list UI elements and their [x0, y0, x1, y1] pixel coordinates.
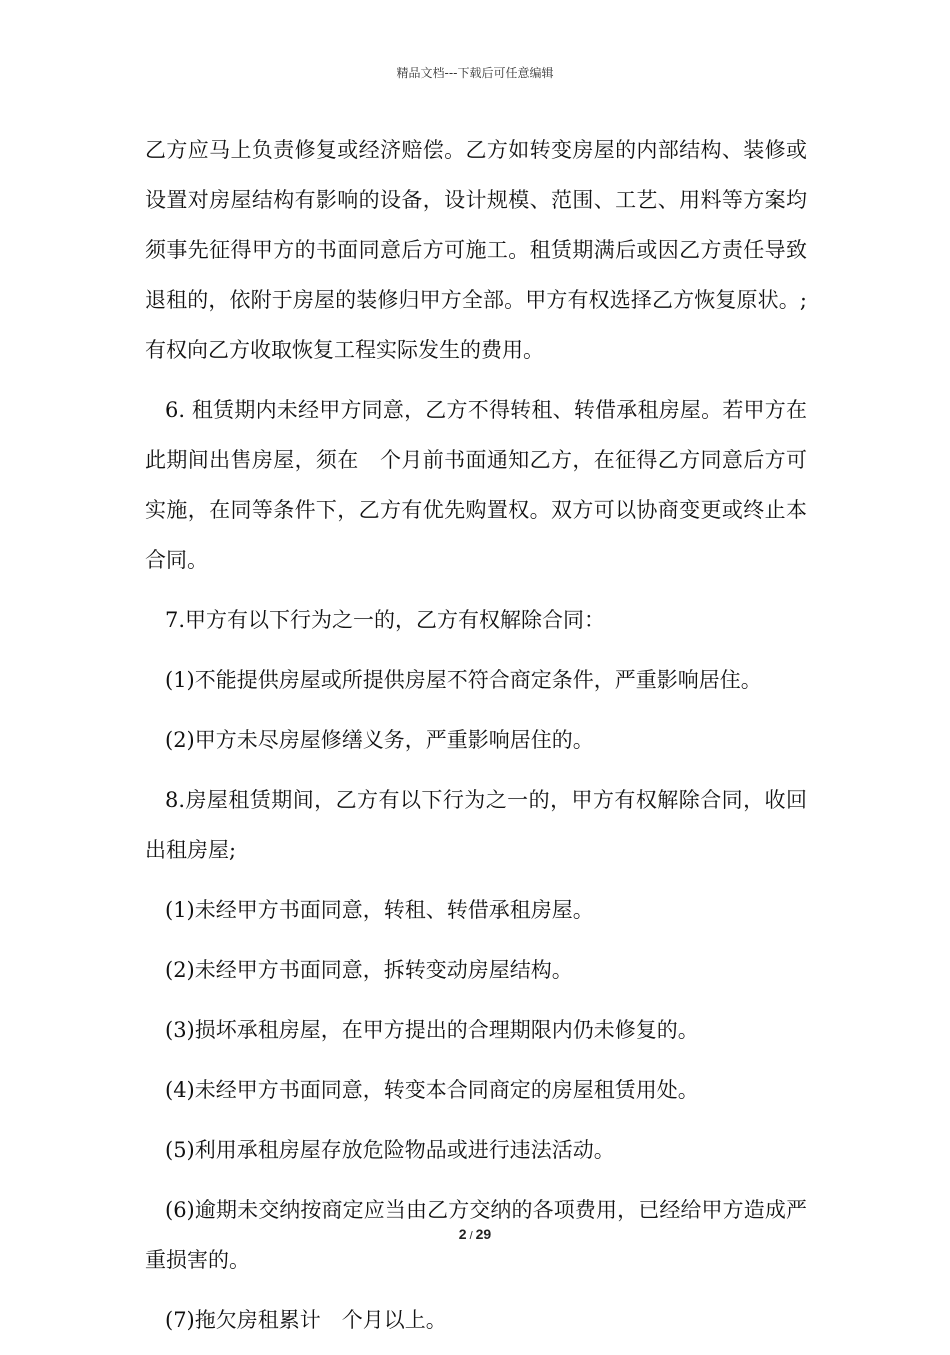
- paragraph-clause-7-item-2: (2)甲方未尽房屋修缮义务，严重影响居住的。: [165, 728, 594, 752]
- page-separator: /: [469, 1230, 473, 1242]
- paragraph-clause-8-item-5: (5)利用承租房屋存放危险物品或进行违法活动。: [165, 1138, 615, 1162]
- paragraph-clause-7-item-1: (1)不能提供房屋或所提供房屋不符合商定条件，严重影响居住。: [165, 668, 762, 692]
- paragraph-clause-8-item-4: (4)未经甲方书面同意，转变本合同商定的房屋租赁用处。: [165, 1078, 699, 1102]
- paragraph-clause-8-item-7: (7)拖欠房租累计 个月以上。: [165, 1308, 447, 1332]
- paragraph-continuation: 乙方应马上负责修复或经济赔偿。乙方如转变房屋的内部结构、装修或设置对房屋结构有影响的设备，设计规模、范围、工艺、用料等方案均须事先征得甲方的书面同意后方可施工。租赁期满后或因乙方责任导致退租的，依附于房屋的装修归甲方全部。甲方有权选择乙方恢复原状。;有权向乙方收取恢复工程实际发生的费用。: [145, 138, 807, 362]
- page-number: [0, 1226, 950, 1242]
- page-header: 精品文档---下载后可任意编辑: [396, 66, 554, 80]
- paragraph-clause-8-item-6: (6)逾期未交纳按商定应当由乙方交纳的各项费用，已经给甲方造成严重损害的。: [145, 1198, 807, 1272]
- current-page: 2: [458, 1226, 467, 1242]
- paragraph-clause-8-item-3: (3)损坏承租房屋，在甲方提出的合理期限内仍未修复的。: [165, 1018, 699, 1042]
- total-pages: 29: [475, 1226, 492, 1242]
- paragraph-clause-8: 8.房屋租赁期间，乙方有以下行为之一的，甲方有权解除合同，收回出租房屋;: [145, 788, 807, 862]
- paragraph-clause-8-item-2: (2)未经甲方书面同意，拆转变动房屋结构。: [165, 958, 573, 982]
- paragraph-clause-7: 7.甲方有以下行为之一的，乙方有权解除合同：: [165, 608, 606, 632]
- paragraph-clause-6: 6. 租赁期内未经甲方同意，乙方不得转租、转借承租房屋。若甲方在此期间出售房屋，须在 个月前书面通知乙方，在征得乙方同意后方可实施，在同等条件下，乙方有优先购置权。双方可以协商变更或终止本合同。: [145, 398, 807, 572]
- document-body: [145, 125, 807, 1355]
- paragraph-clause-8-item-1: (1)未经甲方书面同意，转租、转借承租房屋。: [165, 898, 594, 922]
